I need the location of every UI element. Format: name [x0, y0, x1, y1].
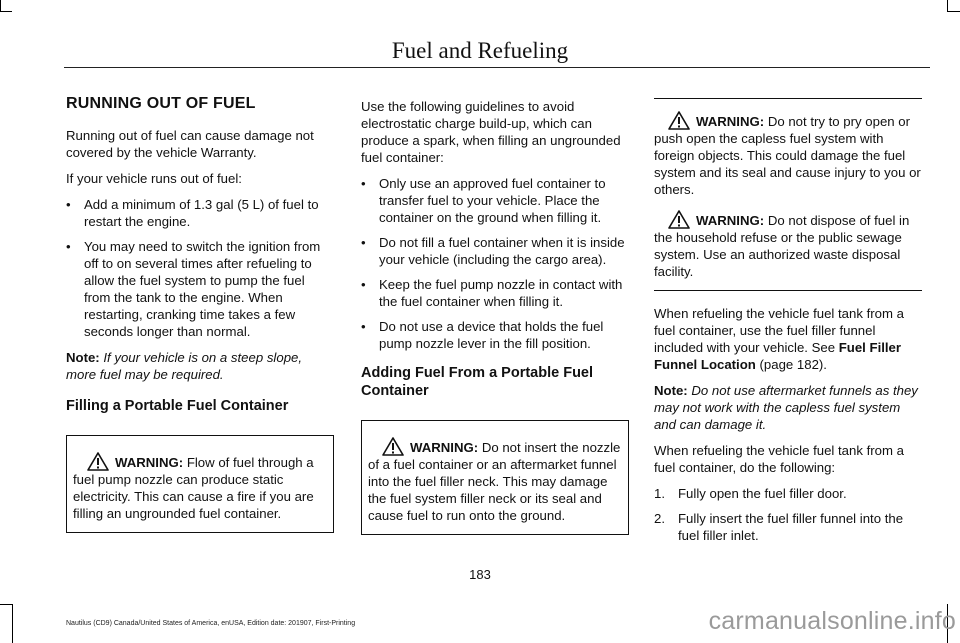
- crop-mark: [0, 604, 12, 605]
- warning-box: [654, 98, 922, 291]
- list-item-text: Keep the fuel pump nozzle in contact with the fuel container when filling it.: [379, 277, 623, 309]
- warning-triangle-icon: [668, 111, 690, 130]
- watermark: carmanualsonline.info: [708, 607, 956, 635]
- list-item: [361, 276, 629, 310]
- warning: [73, 452, 327, 522]
- subsection-heading: Filling a Portable Fuel Container: [66, 398, 289, 414]
- note-text: If your vehicle is on a steep slope, more fuel may be required.: [66, 350, 303, 382]
- step-number: 2.: [654, 511, 665, 526]
- list-item: [654, 485, 922, 502]
- warning-label: WARNING:: [696, 114, 765, 129]
- header-divider: [64, 67, 930, 68]
- warning: [368, 437, 622, 524]
- warning-box: [66, 435, 334, 533]
- crop-mark: [0, 11, 12, 12]
- note: [654, 382, 922, 433]
- warning-text: Do not insert the nozzle of a fuel container or an aftermarket funnel into the fuel filler neck. This may damage the fuel system filler neck or its seal and cause fuel to run onto the ground.: [368, 440, 621, 523]
- list-item-text: Do not fill a fuel container when it is inside your vehicle (including the cargo area).: [379, 235, 625, 267]
- step-number: 1.: [654, 486, 665, 501]
- list-item-text: Add a minimum of 1.3 gal (5 L) of fuel to restart the engine.: [84, 197, 319, 229]
- subsection-heading: Adding Fuel From a Portable Fuel Container: [361, 365, 594, 399]
- column-1: [66, 94, 334, 549]
- list-item: [361, 175, 629, 226]
- bullet-list: [361, 175, 629, 352]
- crop-mark: [947, 11, 960, 12]
- warning: [654, 111, 922, 198]
- page-title: Fuel and Refueling: [391, 38, 569, 63]
- warning-triangle-icon: [668, 210, 690, 229]
- warning-box: [361, 420, 629, 535]
- paragraph: When refueling the vehicle fuel tank from a fuel container, do the following:: [654, 443, 904, 475]
- paragraph-text: (page 182).: [755, 357, 827, 372]
- bullet-icon: •: [66, 239, 71, 254]
- list-item: [66, 196, 334, 230]
- warning-triangle-icon: [87, 452, 109, 471]
- list-item-text: Fully insert the fuel filler funnel into the fuel filler inlet.: [678, 511, 904, 543]
- bullet-list: [66, 196, 334, 340]
- cross-reference-link[interactable]: Fuel Filler Funnel Location: [654, 340, 902, 372]
- bullet-icon: •: [361, 277, 366, 292]
- list-item: [361, 234, 629, 268]
- note-text: Do not use aftermarket funnels as they may not work with the capless fuel system and can damage it.: [654, 383, 918, 432]
- paragraph: Running out of fuel can cause damage not covered by the vehicle Warranty.: [66, 128, 314, 160]
- warning-label: WARNING:: [696, 213, 765, 228]
- list-item-text: Only use an approved fuel container to transfer fuel to your vehicle. Place the container on the ground when filling it.: [379, 176, 606, 225]
- list-item-text: Do not use a device that holds the fuel pump nozzle lever in the fill position.: [379, 319, 604, 351]
- paragraph: If your vehicle runs out of fuel:: [66, 171, 242, 186]
- page-number: 183: [469, 567, 491, 582]
- warning-triangle-icon: [382, 437, 404, 456]
- edition-footer: Nautilus (CD9) Canada/United States of America, enUSA, Edition date: 201907, First-Printing: [66, 620, 356, 627]
- column-3: [654, 98, 922, 552]
- numbered-list: [654, 485, 922, 544]
- list-item-text: You may need to switch the ignition from off to on several times after refueling to allow the fuel system to pump the fuel from the tank to the engine. When restarting, cranking time takes a few seconds longer than normal.: [84, 239, 321, 339]
- column-2: [361, 98, 629, 551]
- paragraph: [654, 305, 922, 373]
- list-item: [361, 318, 629, 352]
- warning: [654, 210, 922, 280]
- paragraph: Use the following guidelines to avoid electrostatic charge build-up, which can produce a spark, when filling an ungrounded fuel container:: [361, 99, 621, 165]
- paragraph-text: When refueling the vehicle fuel tank from a fuel container, use the fuel filler funnel included with your vehicle. See: [654, 306, 904, 355]
- bullet-icon: •: [66, 197, 71, 212]
- note-label: Note:: [66, 350, 100, 365]
- list-item-text: Fully open the fuel filler door.: [678, 486, 847, 501]
- bullet-icon: •: [361, 235, 366, 250]
- section-heading: RUNNING OUT OF FUEL: [66, 95, 256, 112]
- warning-label: WARNING:: [115, 455, 184, 470]
- warning-text: Do not dispose of fuel in the household refuse or the public sewage system. Use an authorized waste disposal facility.: [654, 213, 910, 279]
- warning-text: Do not try to pry open or push open the capless fuel system with foreign objects. This could damage the fuel system and its seal and cause injury to you or others.: [654, 114, 921, 197]
- bullet-icon: •: [361, 176, 366, 191]
- warning-label: WARNING:: [410, 440, 479, 455]
- note-label: Note:: [654, 383, 688, 398]
- list-item: [654, 510, 922, 544]
- warning-text: Flow of fuel through a fuel pump nozzle can produce static electricity. This can cause a fire if you are filling an ungrounded fuel container.: [73, 455, 314, 521]
- bullet-icon: •: [361, 319, 366, 334]
- list-item: [66, 238, 334, 340]
- crop-mark: [12, 604, 13, 643]
- note: [66, 349, 334, 383]
